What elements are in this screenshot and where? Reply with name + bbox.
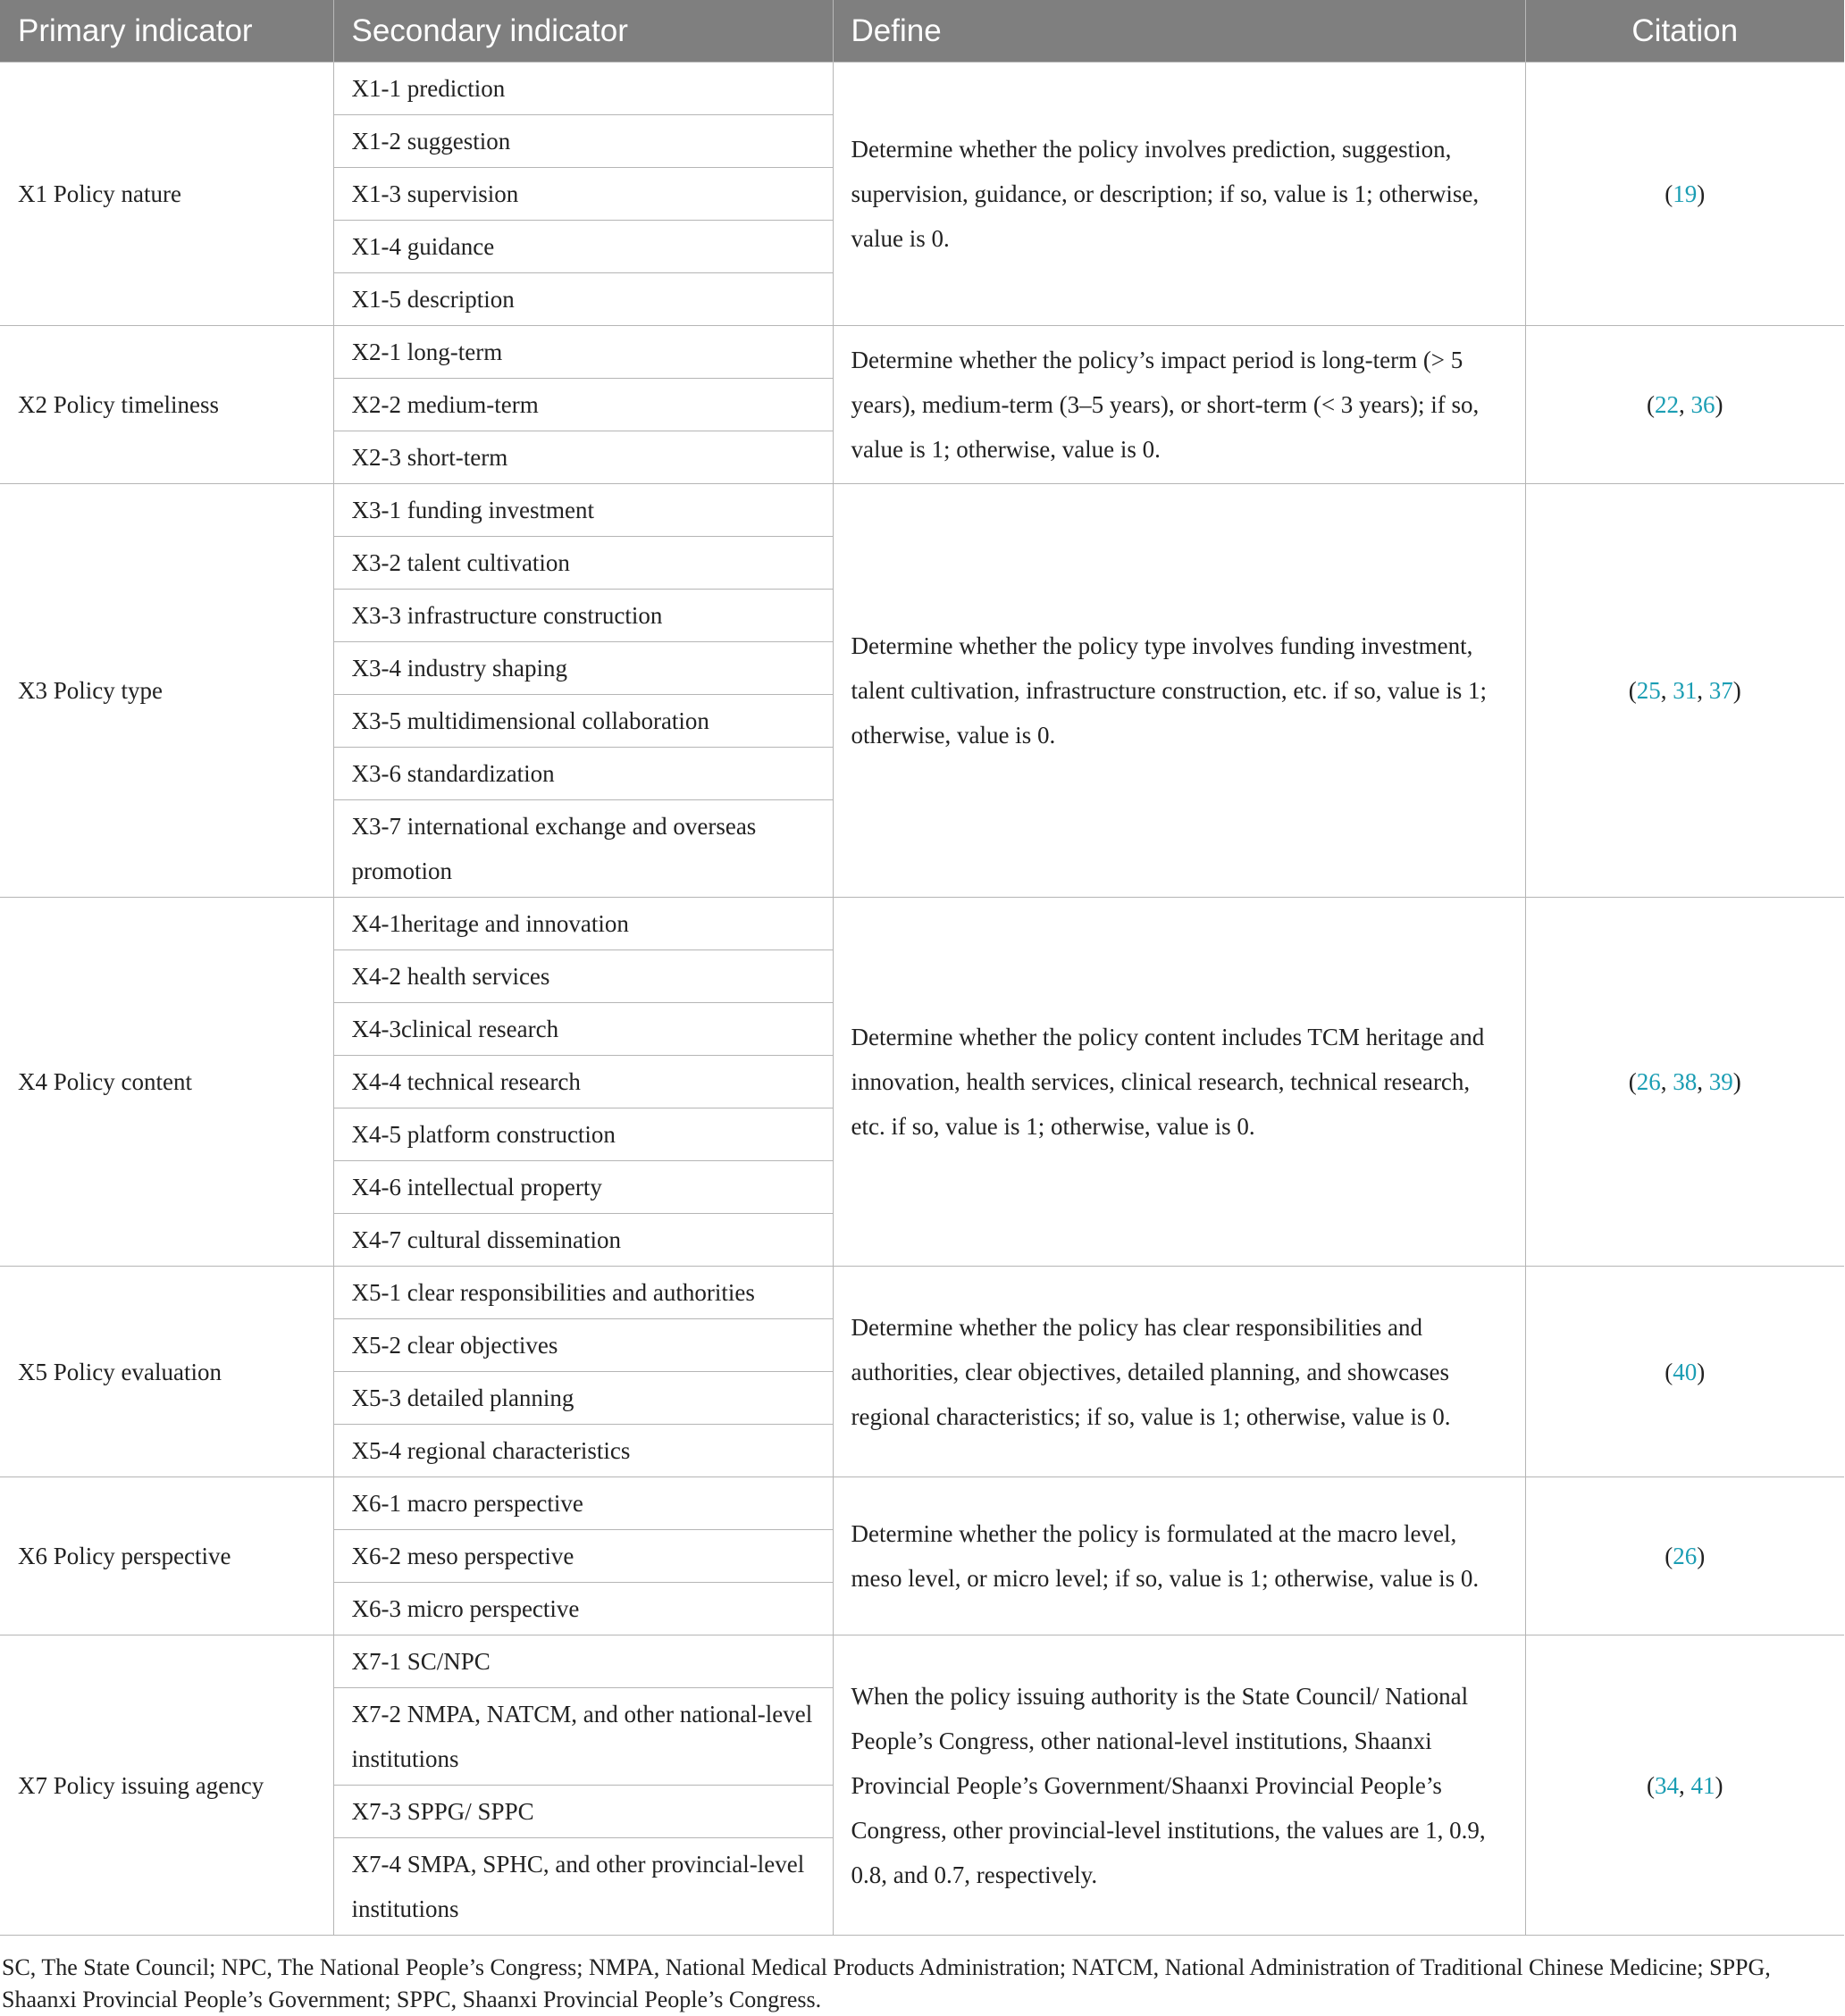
- primary-indicator-cell: X4 Policy content: [0, 898, 333, 1267]
- definition-cell: When the policy issuing authority is the State Council/ National People’s Congress, other national-level institutions, Shaanxi Provincial People’s Government/Shaanxi Provincial People’s Congress, other provincial-level institutions, the values are 1, 0.9, 0.8, and 0.7, respectively.: [833, 1635, 1525, 1936]
- citation-link[interactable]: 26: [1673, 1543, 1698, 1569]
- table-row: [0, 898, 1844, 950]
- secondary-indicator-cell: X3-4 industry shaping: [333, 642, 833, 695]
- header-define: Define: [833, 0, 1525, 63]
- citation-cell: (34, 41): [1525, 1635, 1844, 1936]
- secondary-indicator-cell: X5-3 detailed planning: [333, 1372, 833, 1425]
- secondary-indicator-cell: X3-2 talent cultivation: [333, 537, 833, 590]
- secondary-indicator-cell: X2-2 medium-term: [333, 379, 833, 431]
- citation-link[interactable]: 26: [1636, 1068, 1661, 1095]
- secondary-indicator-cell: X2-1 long-term: [333, 326, 833, 379]
- table-row: [0, 1477, 1844, 1530]
- secondary-indicator-cell: X1-3 supervision: [333, 168, 833, 221]
- citation-link[interactable]: 22: [1655, 391, 1679, 418]
- primary-indicator-cell: X1 Policy nature: [0, 63, 333, 326]
- header-primary: Primary indicator: [0, 0, 333, 63]
- definition-cell: Determine whether the policy’s impact period is long-term (> 5 years), medium-term (3–5 years), or short-term (< 3 years); if so, value is 1; otherwise, value is 0.: [833, 326, 1525, 484]
- table-footnote: SC, The State Council; NPC, The National People’s Congress; NMPA, National Medical Products Administration; NATCM, National Administration of Traditional Chinese Medicine; SPPG, Shaanxi Provincial People’s Government; SPPC, Shaanxi Provincial People’s Congress.: [2, 1954, 1771, 2012]
- secondary-indicator-cell: X4-2 health services: [333, 950, 833, 1003]
- table-row: [0, 1635, 1844, 1688]
- primary-indicator-cell: X7 Policy issuing agency: [0, 1635, 333, 1936]
- secondary-indicator-cell: X5-4 regional characteristics: [333, 1425, 833, 1477]
- secondary-indicator-cell: X5-2 clear objectives: [333, 1319, 833, 1372]
- secondary-indicator-cell: X1-4 guidance: [333, 221, 833, 273]
- citation-link[interactable]: 36: [1690, 391, 1715, 418]
- secondary-indicator-cell: X3-6 standardization: [333, 748, 833, 800]
- definition-cell: Determine whether the policy has clear responsibilities and authorities, clear objectives, detailed planning, and showcases regional characteristics; if so, value is 1; otherwise, value is 0.: [833, 1267, 1525, 1477]
- secondary-indicator-cell: X7-4 SMPA, SPHC, and other provincial-level institutions: [333, 1838, 833, 1936]
- secondary-indicator-cell: X4-5 platform construction: [333, 1108, 833, 1161]
- citation-cell: (26, 38, 39): [1525, 898, 1844, 1267]
- citation-cell: (26): [1525, 1477, 1844, 1635]
- table-row: [0, 1267, 1844, 1319]
- secondary-indicator-cell: X5-1 clear responsibilities and authorities: [333, 1267, 833, 1319]
- secondary-indicator-cell: X4-6 intellectual property: [333, 1161, 833, 1214]
- table-body: [0, 63, 1844, 1936]
- secondary-indicator-cell: X3-7 international exchange and overseas promotion: [333, 800, 833, 898]
- citation-link[interactable]: 19: [1673, 180, 1698, 207]
- secondary-indicator-cell: X2-3 short-term: [333, 431, 833, 484]
- secondary-indicator-cell: X4-4 technical research: [333, 1056, 833, 1108]
- citation-link[interactable]: 41: [1690, 1771, 1715, 1799]
- secondary-indicator-cell: X6-1 macro perspective: [333, 1477, 833, 1530]
- secondary-indicator-cell: X1-5 description: [333, 273, 833, 326]
- secondary-indicator-cell: X3-5 multidimensional collaboration: [333, 695, 833, 748]
- secondary-indicator-cell: X6-3 micro perspective: [333, 1583, 833, 1635]
- secondary-indicator-cell: X4-3clinical research: [333, 1003, 833, 1056]
- citation-cell: (22, 36): [1525, 326, 1844, 484]
- primary-indicator-cell: X6 Policy perspective: [0, 1477, 333, 1635]
- header-citation: Citation: [1525, 0, 1844, 63]
- table-row: [0, 484, 1844, 537]
- secondary-indicator-cell: X4-1heritage and innovation: [333, 898, 833, 950]
- header-row: [0, 0, 1844, 63]
- citation-link[interactable]: 34: [1655, 1771, 1679, 1799]
- secondary-indicator-cell: X7-1 SC/NPC: [333, 1635, 833, 1688]
- secondary-indicator-cell: X7-3 SPPG/ SPPC: [333, 1786, 833, 1838]
- primary-indicator-cell: X5 Policy evaluation: [0, 1267, 333, 1477]
- secondary-indicator-cell: X3-1 funding investment: [333, 484, 833, 537]
- secondary-indicator-cell: X3-3 infrastructure construction: [333, 590, 833, 642]
- citation-cell: (40): [1525, 1267, 1844, 1477]
- citation-link[interactable]: 37: [1708, 677, 1733, 704]
- primary-indicator-cell: X3 Policy type: [0, 484, 333, 898]
- definition-cell: Determine whether the policy involves prediction, suggestion, supervision, guidance, or description; if so, value is 1; otherwise, value is 0.: [833, 63, 1525, 326]
- definition-cell: Determine whether the policy type involves funding investment, talent cultivation, infrastructure construction, etc. if so, value is 1; otherwise, value is 0.: [833, 484, 1525, 898]
- citation-link[interactable]: 38: [1673, 1068, 1698, 1095]
- secondary-indicator-cell: X1-2 suggestion: [333, 115, 833, 168]
- table-row: [0, 326, 1844, 379]
- header-secondary: Secondary indicator: [333, 0, 833, 63]
- secondary-indicator-cell: X7-2 NMPA, NATCM, and other national-level institutions: [333, 1688, 833, 1786]
- citation-cell: (25, 31, 37): [1525, 484, 1844, 898]
- table-row: [0, 63, 1844, 115]
- citation-link[interactable]: 39: [1708, 1068, 1733, 1095]
- definition-cell: Determine whether the policy is formulated at the macro level, meso level, or micro level; if so, value is 1; otherwise, value is 0.: [833, 1477, 1525, 1635]
- citation-link[interactable]: 40: [1673, 1358, 1698, 1385]
- secondary-indicator-cell: X6-2 meso perspective: [333, 1530, 833, 1583]
- secondary-indicator-cell: X1-1 prediction: [333, 63, 833, 115]
- primary-indicator-cell: X2 Policy timeliness: [0, 326, 333, 484]
- citation-link[interactable]: 25: [1636, 677, 1661, 704]
- citation-cell: (19): [1525, 63, 1844, 326]
- definition-cell: Determine whether the policy content includes TCM heritage and innovation, health services, clinical research, technical research, etc. if so, value is 1; otherwise, value is 0.: [833, 898, 1525, 1267]
- secondary-indicator-cell: X4-7 cultural dissemination: [333, 1214, 833, 1267]
- citation-link[interactable]: 31: [1673, 677, 1698, 704]
